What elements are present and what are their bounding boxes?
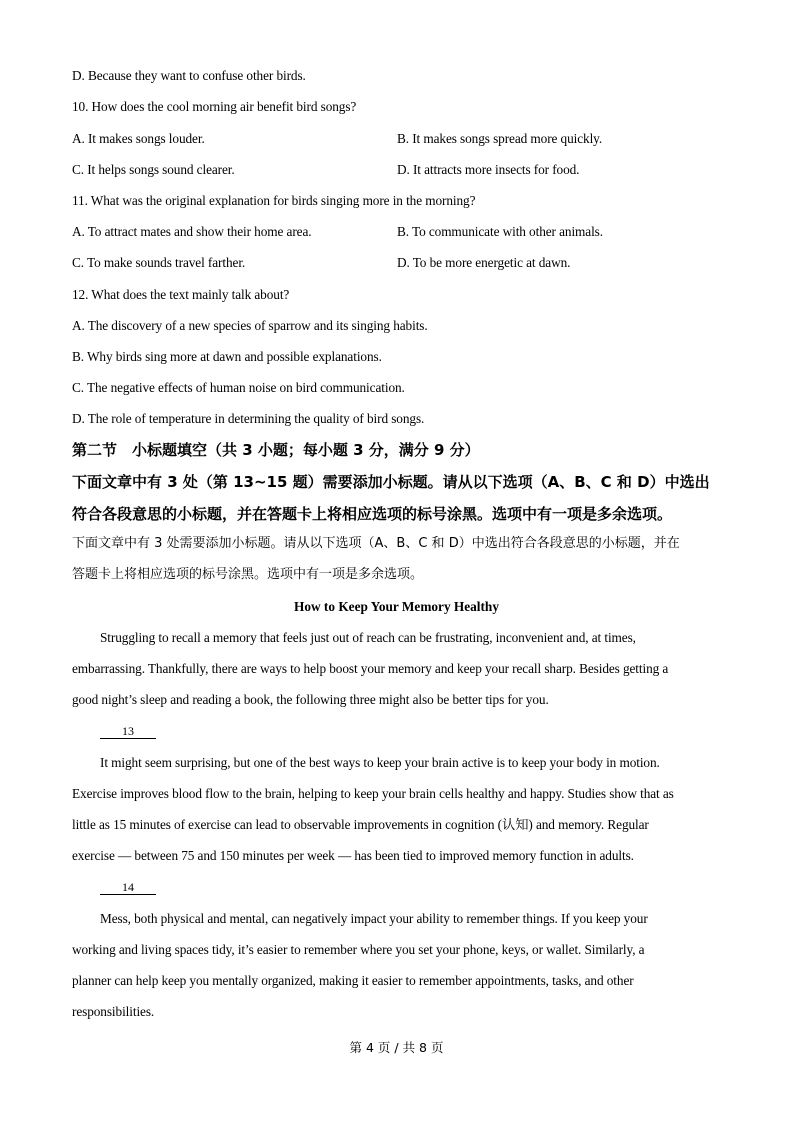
- q11-option-d: D. To be more energetic at dawn.: [397, 255, 571, 270]
- passage-title: How to Keep Your Memory Healthy: [294, 599, 499, 614]
- q10-option-c: C. It helps songs sound clearer.: [72, 162, 235, 177]
- passage-line: Exercise improves blood flow to the brain, helping to keep your brain cells healthy and happy. Studies show that as: [72, 786, 674, 801]
- passage-line: responsibilities.: [72, 1004, 155, 1019]
- q10-option-b: B. It makes songs spread more quickly.: [397, 131, 603, 146]
- q12-option-d: D. The role of temperature in determining the quality of bird songs.: [72, 411, 425, 426]
- section-heading: 第二节 小标题填空（共 3 小题；每小题 3 分，满分 9 分）: [72, 441, 480, 459]
- passage-line: little as 15 minutes of exercise can lead to observable improvements in cognition (认知) and memory. Regular: [72, 817, 649, 832]
- passage-line: Mess, both physical and mental, can negatively impact your ability to remember things. If you keep your: [100, 911, 648, 926]
- section-instruction: 下面文章中有 3 处需要添加小标题。请从以下选项（A、B、C 和 D）中选出符合各段意思的小标题，并在: [72, 536, 680, 551]
- passage-line: Struggling to recall a memory that feels just out of reach can be frustrating, inconvenient and, at times,: [100, 630, 636, 645]
- q10-option-d: D. It attracts more insects for food.: [397, 162, 580, 177]
- q11-option-b: B. To communicate with other animals.: [397, 224, 603, 239]
- q12-stem: 12. What does the text mainly talk about?: [72, 287, 290, 302]
- q12-option-a: A. The discovery of a new species of sparrow and its singing habits.: [72, 318, 428, 333]
- q11-option-a: A. To attract mates and show their home area.: [72, 224, 312, 239]
- q12-option-c: C. The negative effects of human noise on bird communication.: [72, 380, 405, 395]
- section-instruction: 答题卡上将相应选项的标号涂黑。选项中有一项是多余选项。: [72, 567, 424, 582]
- q12-option-b: B. Why birds sing more at dawn and possible explanations.: [72, 349, 382, 364]
- passage-line: embarrassing. Thankfully, there are ways to help boost your memory and keep your recall sharp. Besides getting a: [72, 661, 669, 676]
- passage-line: It might seem surprising, but one of the best ways to keep your brain active is to keep your body in motion.: [100, 755, 660, 770]
- q10-stem: 10. How does the cool morning air benefit bird songs?: [72, 99, 357, 114]
- heading-blank-13: 13: [100, 724, 156, 739]
- section-instruction-bold: 符合各段意思的小标题，并在答题卡上将相应选项的标号涂黑。选项中有一项是多余选项。: [72, 505, 673, 523]
- q10-option-a: A. It makes songs louder.: [72, 131, 205, 146]
- passage-line: planner can help keep you mentally organized, making it easier to remember appointments, tasks, and other: [72, 973, 634, 988]
- passage-line: working and living spaces tidy, it’s easier to remember where you set your phone, keys, or wallet. Similarly, a: [72, 942, 645, 957]
- q9-option-d: D. Because they want to confuse other birds.: [72, 68, 306, 83]
- q11-stem: 11. What was the original explanation for birds singing more in the morning?: [72, 193, 476, 208]
- section-instruction-bold: 下面文章中有 3 处（第 13~15 题）需要添加小标题。请从以下选项（A、B、C 和 D）中选出: [72, 473, 710, 491]
- passage-line: exercise — between 75 and 150 minutes per week — has been tied to improved memory function in adults.: [72, 848, 634, 863]
- passage-line: good night’s sleep and reading a book, the following three might also be better tips for you.: [72, 692, 549, 707]
- heading-blank-14: 14: [100, 880, 156, 895]
- q11-option-c: C. To make sounds travel farther.: [72, 255, 246, 270]
- page-footer: 第 4 页 / 共 8 页: [349, 1040, 444, 1055]
